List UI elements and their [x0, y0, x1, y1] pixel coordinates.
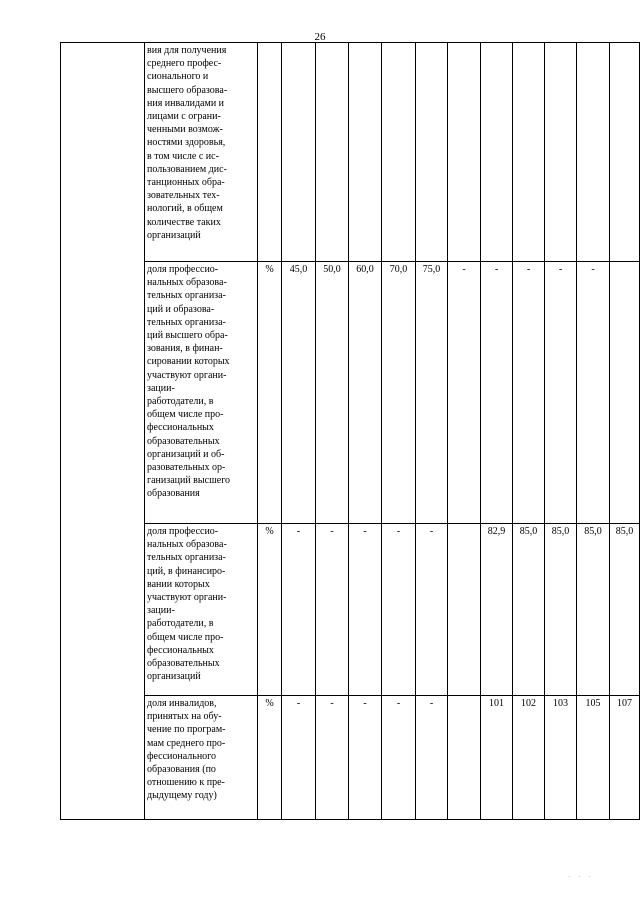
- value-cell: 60,0: [349, 262, 382, 524]
- value-cell: 103: [545, 696, 577, 820]
- value-cell: [610, 43, 640, 262]
- table-row: [61, 524, 640, 696]
- value-cell: [382, 43, 416, 262]
- value-cell: -: [349, 696, 382, 820]
- value-cell: -: [382, 696, 416, 820]
- value-cell: 50,0: [316, 262, 349, 524]
- value-cell: 70,0: [382, 262, 416, 524]
- value-cell: 85,0: [577, 524, 610, 696]
- value-cell: 75,0: [416, 262, 448, 524]
- value-cell: -: [316, 524, 349, 696]
- value-cell: -: [316, 696, 349, 820]
- page-number: 26: [314, 31, 326, 43]
- value-cell: [416, 43, 448, 262]
- indicator-table: [60, 42, 640, 820]
- indicator-description: доля профессио- нальных образова- тельных организа- ций и образова- тельных организа- ций высшего обра- зования, в финан- сировании которых участвуют органи- зации- работодатели, в общем числе про- фессиональных образовательных организаций и об- разовательных ор- ганизаций высшего образования: [147, 264, 231, 500]
- value-cell: -: [416, 524, 448, 696]
- value-cell: [577, 43, 610, 262]
- value-cell: -: [577, 262, 610, 524]
- blank-cell: [448, 696, 481, 820]
- unit-cell: %: [258, 262, 282, 524]
- value-cell: -: [382, 524, 416, 696]
- value-cell: [316, 43, 349, 262]
- indicator-description: доля профессио- нальных образова- тельных организа- ций, в финансиро- вании которых участвуют органи- зации- работодатели, в общем числе про- фессиональных образовательных организаций: [147, 526, 227, 683]
- value-cell: 85,0: [610, 524, 640, 696]
- indicator-description: доля инвалидов, принятых на обу- чение по програм- мам среднего про- фессионального образования (по отношению к пре- дыдущему году): [147, 698, 226, 802]
- value-cell: 101: [481, 696, 513, 820]
- value-cell: 85,0: [513, 524, 545, 696]
- value-cell: -: [282, 696, 316, 820]
- value-cell: 102: [513, 696, 545, 820]
- indicator-description: вия для получения среднего профес- сионального и высшего образова- ния инвалидами и лицами с ограни- ченными возмож- ностями здоровья, в том числе с ис- пользованием дис- танционных обра- зовательных тех- нологий, в общем количестве таких организаций: [147, 45, 228, 241]
- value-cell: [349, 43, 382, 262]
- indicator-description-cell: [145, 262, 258, 524]
- value-cell: -: [448, 262, 481, 524]
- blank-cell: [282, 43, 316, 262]
- value-cell: [481, 43, 513, 262]
- value-cell: -: [513, 262, 545, 524]
- value-cell: [545, 43, 577, 262]
- value-cell: -: [282, 524, 316, 696]
- indicator-description-cell: [145, 696, 258, 820]
- blank-cell: [448, 524, 481, 696]
- unit-cell: [258, 43, 282, 262]
- table-row: [61, 43, 640, 262]
- table-row: [61, 696, 640, 820]
- unit-cell: %: [258, 524, 282, 696]
- value-cell: -: [545, 262, 577, 524]
- value-cell: -: [416, 696, 448, 820]
- unit-cell: %: [258, 696, 282, 820]
- value-cell: 85,0: [545, 524, 577, 696]
- table-row: [61, 262, 640, 524]
- value-cell: -: [349, 524, 382, 696]
- indicator-description-cell: [145, 43, 258, 262]
- value-cell: [513, 43, 545, 262]
- blank-left-column-cell: [61, 43, 145, 820]
- scan-artifact-dots: · · ·: [568, 873, 594, 881]
- value-cell: [448, 43, 481, 262]
- blank-cell: [610, 262, 640, 524]
- value-cell: -: [481, 262, 513, 524]
- value-cell: 45,0: [282, 262, 316, 524]
- value-cell: 105: [577, 696, 610, 820]
- value-cell: 107: [610, 696, 640, 820]
- value-cell: 82,9: [481, 524, 513, 696]
- indicator-description-cell: [145, 524, 258, 696]
